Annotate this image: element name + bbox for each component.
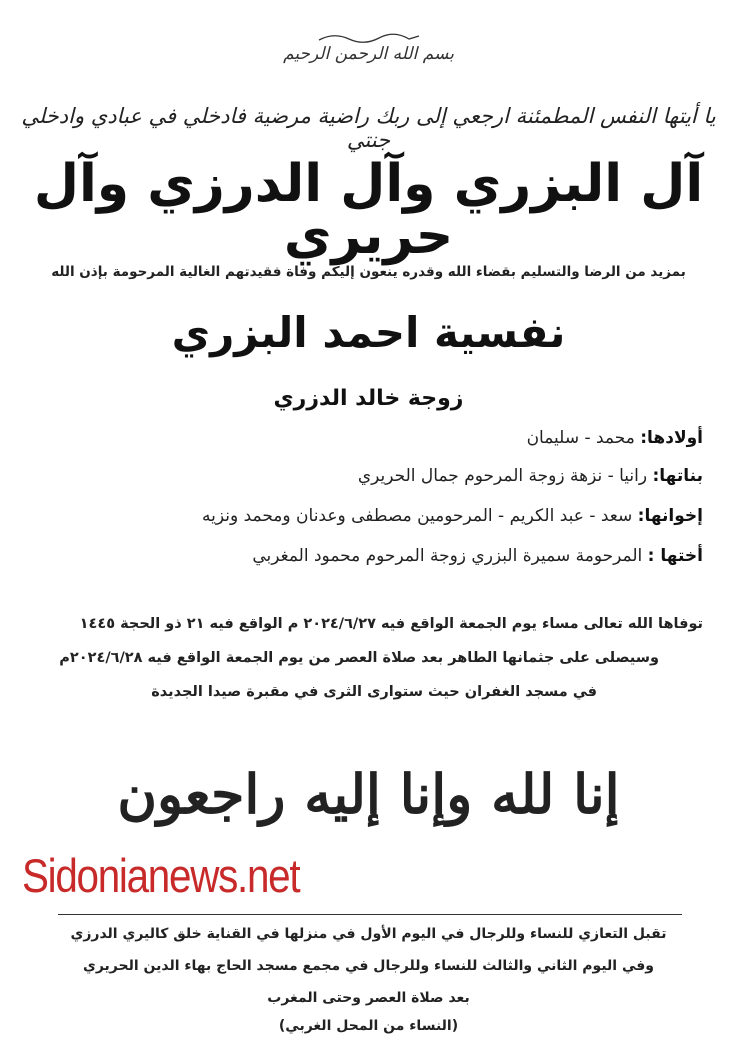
relatives-sons — [527, 428, 703, 448]
quran-verse: يا أيتها النفس المطمئنة ارجعي إلى ربك راضية مرضية فادخلي في عبادي وادخلي جنتي — [21, 104, 716, 152]
relatives-value: المرحومة سميرة البزري زوجة المرحوم محمود المغربي — [252, 546, 643, 566]
relatives-label: إخوانها: — [637, 506, 703, 526]
funeral-prayer-line: وسيصلى على جثمانها الطاهر بعد صلاة العصر من يوم الجمعة الواقع فيه ٢٠٢٤/٦/٢٨م — [59, 650, 659, 666]
condolence-line-4: (النساء من المحل الغربي) — [278, 1018, 459, 1034]
relatives-sister — [252, 546, 703, 566]
burial-line: في مسجد الغفران حيث ستوارى الثرى في مقبرة صيدا الجديدة — [151, 684, 597, 700]
site-watermark: Sidonianews.net — [22, 849, 300, 902]
deceased-name: نفسية احمد البزري — [171, 308, 566, 357]
relatives-value: محمد - سليمان — [526, 428, 635, 448]
announcement-text: بمزيد من الرضا والتسليم بقضاء الله وقدره ينعون إليكم وفاة فقيدتهم الغالية المرحومة بإذن الله — [51, 264, 686, 280]
calligraphy-text: إنا لله وإنا إليه راجعون — [117, 762, 620, 826]
basmala-text: بسم الله الرحمن الرحيم — [283, 44, 454, 64]
condolence-line-1: تقبل التعازي للنساء وللرجال في اليوم الأول في منزلها في القناية خلق كاليري الدرزي — [70, 926, 667, 942]
basmala-flourish-icon — [314, 30, 424, 44]
section-divider — [58, 914, 682, 915]
relatives-daughters — [358, 466, 703, 486]
basmala-heading — [0, 30, 737, 64]
condolence-line-2: وفي اليوم الثاني والثالث للنساء وللرجال في مجمع مسجد الحاج بهاء الدين الحريري — [83, 958, 654, 974]
spouse-line: زوجة خالد الدزري — [273, 386, 464, 411]
calligraphy-inna-lillah — [0, 762, 737, 826]
families-title: آل البزري وآل الدرزي وآل حريري — [33, 154, 704, 266]
relatives-label: بناتها: — [652, 466, 703, 486]
relatives-label: أختها : — [647, 546, 703, 566]
condolence-line-3: بعد صلاة العصر وحتى المغرب — [267, 990, 470, 1006]
death-date-line: توفاها الله تعالى مساء يوم الجمعة الواقع فيه ٢٠٢٤/٦/٢٧ م الواقع فيه ٢١ ذو الحجة ١٤٤٥ — [79, 616, 703, 632]
relatives-value: سعد - عبد الكريم - المرحومين مصطفى وعدنان ومحمد ونزيه — [202, 506, 633, 526]
relatives-brothers — [202, 506, 703, 526]
relatives-value: رانيا - نزهة زوجة المرحوم جمال الحريري — [357, 466, 648, 486]
relatives-label: أولادها: — [640, 428, 703, 448]
